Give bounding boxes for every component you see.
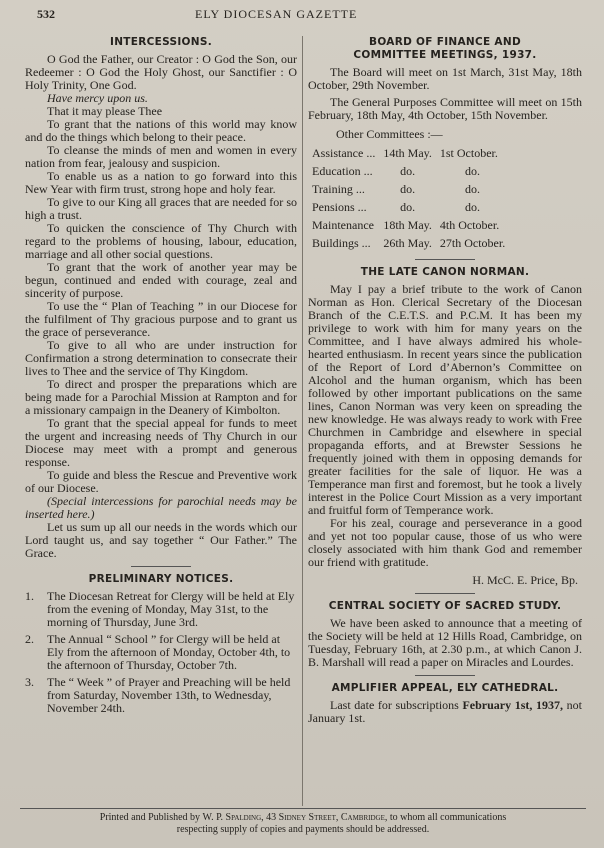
committee-date: 26th May. — [383, 236, 432, 250]
list-item — [25, 590, 297, 629]
table-row — [312, 145, 513, 163]
committee-date: do. — [400, 164, 416, 178]
table-row — [312, 217, 513, 235]
section-divider — [131, 566, 191, 567]
footer-line2: respecting supply of copies and payments should be addressed. — [176, 824, 430, 835]
left-column — [25, 36, 297, 719]
amplifier-deadline: February 1st, 1937, — [462, 698, 564, 712]
intercession-line: To guide and bless the Rescue and Preventive work of our Diocese. — [25, 468, 297, 495]
intercession-line: To grant that the work of another year may be begun, continued and ended with courage, zeal and sincerity of purpose. — [25, 260, 297, 300]
table-row — [312, 163, 513, 181]
committee-name: Maintenance — [312, 218, 374, 232]
intercession-line: To give to all who are under instruction for Confirmation a strong determination to consecrate their lives to Thee and the service of Thy Kingdom. — [25, 338, 297, 378]
committee-name: Pensions ... — [312, 200, 367, 214]
footer-communications: to whom all communications — [389, 812, 507, 823]
committee-date: do. — [465, 164, 481, 178]
amplifier-text-start: Last date for subscriptions — [330, 698, 459, 712]
footer-printed-by: Printed and Published by — [99, 812, 201, 823]
committee-name: Training ... — [312, 182, 365, 196]
board-heading — [308, 36, 582, 62]
other-committees-label: Other Committees :— — [336, 127, 443, 141]
intercessions-section — [25, 36, 297, 560]
canon-norman-section — [308, 266, 582, 587]
intercession-line: To cleanse the minds of men and women in every nation from fear, jealousy and suspicion. — [25, 143, 297, 170]
committee-date: 4th October. — [439, 218, 500, 232]
canon-heading: THE LATE CANON NORMAN. — [360, 266, 530, 278]
publisher-footer — [20, 808, 586, 836]
intercession-line: That it may please Thee — [47, 104, 163, 118]
committee-name: Assistance ... — [312, 146, 376, 160]
intercessions-heading: INTERCESSIONS. — [109, 36, 213, 48]
section-divider — [415, 675, 475, 676]
footer-publisher: W. P. Spalding, — [202, 812, 264, 823]
intercession-line: To grant that the nations of this world may know and do the things which belong to their peace. — [25, 117, 297, 144]
notices-list — [25, 590, 297, 715]
page-header — [0, 5, 604, 23]
committee-date: do. — [400, 200, 416, 214]
intercession-closing: Let us sum up all our needs in the words which our Lord taught us, and say together “ Our Father.” The Grace. — [25, 520, 297, 560]
committees-table — [312, 145, 513, 253]
committee-date: do. — [465, 182, 481, 196]
preliminary-heading: PRELIMINARY NOTICES. — [88, 573, 234, 585]
amplifier-text — [308, 699, 582, 725]
section-divider — [415, 593, 475, 594]
amplifier-appeal-section — [308, 682, 582, 725]
preliminary-notices-section — [25, 573, 297, 715]
canon-closing-paragraph: For his zeal, courage and perseverance in a good and yet not too popular cause, those of us who were closely associated with him thank God and remember our friend with gratitude. — [308, 516, 582, 569]
gazette-title: ELY DIOCESAN GAZETTE — [195, 7, 358, 21]
intercession-line: To use the “ Plan of Teaching ” in our Diocese for the fulfilment of Thy gracious purpose and to grant us the grace of perseverance. — [25, 299, 297, 339]
section-divider — [415, 259, 475, 260]
intercession-line: To quicken the conscience of Thy Church with regard to the problems of housing, labour, education, marriage and all other social questions. — [25, 221, 297, 261]
general-purposes-dates: The General Purposes Committee will meet on 15th February, 18th May, 4th October, 15th November. — [308, 95, 582, 122]
committee-name: Education ... — [312, 164, 373, 178]
committee-date: do. — [465, 200, 481, 214]
committee-date: do. — [400, 182, 416, 196]
footer-address: 43 Sidney Street, Cambridge, — [266, 812, 388, 823]
committee-name: Buildings ... — [312, 236, 371, 250]
board-of-finance-section — [308, 36, 582, 253]
table-row — [312, 181, 513, 199]
intercession-line: To direct and prosper the preparations which are being made for a Parochial Mission at Rampton and for a missionary campaign in the Deanery of Kimbolton. — [25, 377, 297, 417]
column-divider — [302, 36, 303, 806]
item-number: 2. — [25, 632, 34, 646]
intercession-response: Have mercy upon us. — [47, 91, 148, 105]
board-heading-line1: BOARD OF FINANCE AND — [369, 36, 521, 48]
right-column — [308, 36, 582, 725]
signature: H. McC. E. Price, Bp. — [472, 573, 578, 587]
item-number: 3. — [25, 675, 34, 689]
item-number: 1. — [25, 589, 34, 603]
table-row — [312, 199, 513, 217]
board-meeting-dates: The Board will meet on 1st March, 31st May, 18th October, 29th November. — [308, 65, 582, 92]
central-announcement: We have been asked to announce that a meeting of the Society will be held at 12 Hills Road, Cambridge, on Tuesday, February 16th, at 2.30 p.m., at which Canon J. B. Marshall will read a paper on Miracles and Lourdes. — [308, 616, 582, 669]
intercession-line: To enable us as a nation to go forward into this New Year with firm trust, strong hope and holy fear. — [25, 169, 297, 196]
amplifier-heading: AMPLIFIER APPEAL, ELY CATHEDRAL. — [331, 682, 559, 694]
item-text: The Annual “ School ” for Clergy will be held at Ely from the afternoon of Monday, October 4th, to the afternoon of Thursday, October 7th. — [47, 632, 291, 672]
item-text: The Diocesan Retreat for Clergy will be held at Ely from the evening of Monday, May 31st, to the morning of Thursday, June 3rd. — [47, 589, 295, 629]
intercession-invocation: O God the Father, our Creator : O God the Son, our Redeemer : O God the Holy Ghost, our Sanctifier : O Holy Trinity, One God. — [25, 52, 297, 92]
table-row — [312, 235, 513, 253]
intercession-parochial-note: (Special intercessions for parochial needs may be inserted here.) — [25, 494, 297, 521]
intercession-line: To give to our King all graces that are needed for so high a trust. — [25, 195, 297, 222]
footer-line1 — [20, 812, 586, 824]
list-item — [25, 676, 297, 715]
committee-date: 14th May. — [383, 146, 432, 160]
central-society-section — [308, 600, 582, 669]
page-number: 532 — [37, 7, 55, 21]
amplifier-text-end: not January 1st. — [308, 698, 583, 725]
committee-date: 27th October. — [439, 236, 506, 250]
central-heading: CENTRAL SOCIETY OF SACRED STUDY. — [328, 600, 562, 612]
board-heading-line2: COMMITTEE MEETINGS, 1937. — [353, 49, 537, 61]
intercession-line: To grant that the special appeal for funds to meet the urgent and increasing needs of Thy Church in our Diocese may meet with a prompt and generous response. — [25, 416, 297, 469]
list-item — [25, 633, 297, 672]
item-text: The “ Week ” of Prayer and Preaching will be held from Saturday, November 13th, to Wednesday, November 24th. — [47, 675, 291, 715]
canon-tribute-paragraph: May I pay a brief tribute to the work of Canon Norman as Hon. Clerical Secretary of the Diocesan Branch of the C.E.T.S. and P.C.M. It has been my privilege to work with him for many years on the Committee, and I have always admired his whole-hearted enthusiasm. In recent years since the publication of the Report of Lord d’Abernon’s Committee on Alcohol and the human organism, which has been followed by other important publications on the same lines, Canon Norman was very keen on spreading the new knowledge. He was always ready to work with Free Churchmen in Cambridge and elsewhere in special propaganda efforts, and at Brewster Sessions he frequently joined with them in opposing demands for greater facilities for the sale of liquor. He was a Temperance man first and foremost, but he took a lively interest in the Police Court Mission as a very important and fruitful form of Temperance work. — [308, 282, 582, 517]
committee-date: 1st October. — [439, 146, 498, 160]
committee-date: 18th May. — [383, 218, 432, 232]
